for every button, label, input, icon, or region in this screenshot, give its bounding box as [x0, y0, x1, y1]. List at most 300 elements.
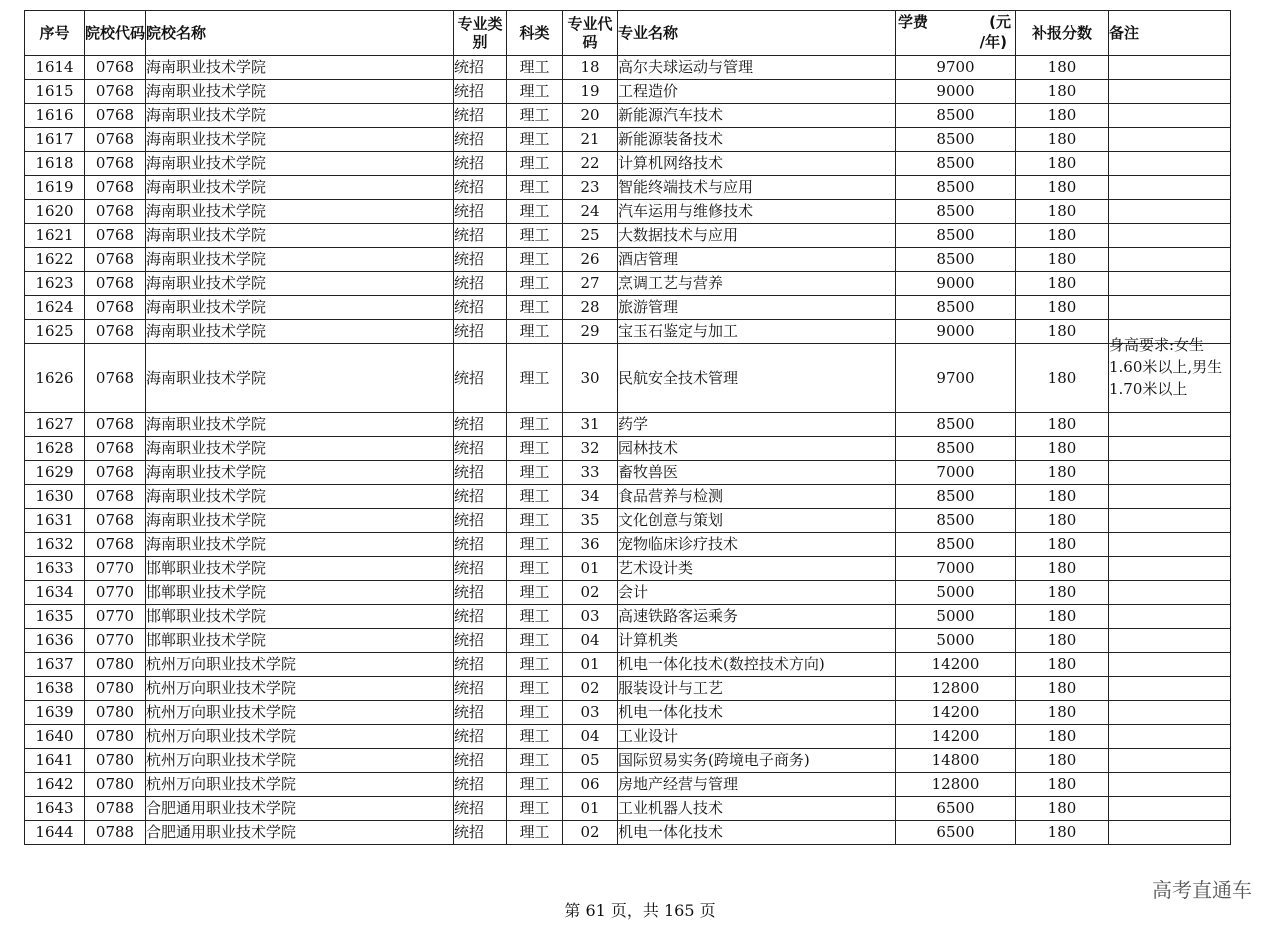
cell-school-name: 海南职业技术学院	[146, 200, 454, 224]
note-text: 身高要求:女生1.60米以上,男生1.70米以上	[1109, 336, 1223, 398]
watermark: 高考直通车	[1152, 878, 1252, 902]
cell-major-category: 统招	[454, 485, 507, 509]
cell-score: 180	[1016, 773, 1109, 797]
cell-major-name: 会计	[618, 581, 896, 605]
table-row	[25, 485, 1231, 509]
cell-major-code: 01	[563, 797, 618, 821]
cell-subject: 理工	[507, 152, 563, 176]
cell-major-name: 酒店管理	[618, 248, 896, 272]
cell-major-code: 18	[563, 56, 618, 80]
cell-major-category: 统招	[454, 320, 507, 344]
cell-major-category: 统招	[454, 629, 507, 653]
cell-major-name: 畜牧兽医	[618, 461, 896, 485]
cell-subject: 理工	[507, 725, 563, 749]
table-row	[25, 272, 1231, 296]
table-row	[25, 533, 1231, 557]
cell-subject: 理工	[507, 581, 563, 605]
cell-subject: 理工	[507, 224, 563, 248]
cell-note	[1109, 80, 1231, 104]
cell-subject: 理工	[507, 605, 563, 629]
cell-school-name: 海南职业技术学院	[146, 344, 454, 413]
cell-school-code: 0770	[85, 605, 146, 629]
cell-major-category: 统招	[454, 533, 507, 557]
cell-major-name: 工业机器人技术	[618, 797, 896, 821]
cell-seq: 1632	[25, 533, 85, 557]
admissions-table	[24, 10, 1231, 845]
cell-major-code: 22	[563, 152, 618, 176]
cell-school-name: 杭州万向职业技术学院	[146, 701, 454, 725]
cell-major-name: 计算机网络技术	[618, 152, 896, 176]
cell-school-name: 邯郸职业技术学院	[146, 581, 454, 605]
cell-school-name: 海南职业技术学院	[146, 104, 454, 128]
cell-score: 180	[1016, 797, 1109, 821]
cell-note	[1109, 677, 1231, 701]
cell-seq: 1630	[25, 485, 85, 509]
cell-tuition: 9700	[896, 56, 1016, 80]
cell-major-code: 04	[563, 629, 618, 653]
cell-tuition: 8500	[896, 485, 1016, 509]
cell-subject: 理工	[507, 104, 563, 128]
table-row	[25, 224, 1231, 248]
cell-score: 180	[1016, 413, 1109, 437]
cell-seq: 1629	[25, 461, 85, 485]
cell-note	[1109, 128, 1231, 152]
cell-note	[1109, 701, 1231, 725]
cell-major-name: 宠物临床诊疗技术	[618, 533, 896, 557]
cell-tuition: 8500	[896, 509, 1016, 533]
cell-note	[1109, 749, 1231, 773]
cell-subject: 理工	[507, 248, 563, 272]
cell-major-name: 汽车运用与维修技术	[618, 200, 896, 224]
table-row	[25, 749, 1231, 773]
cell-score: 180	[1016, 533, 1109, 557]
cell-seq: 1640	[25, 725, 85, 749]
cell-tuition: 8500	[896, 104, 1016, 128]
cell-tuition: 8500	[896, 224, 1016, 248]
cell-tuition: 8500	[896, 437, 1016, 461]
cell-note	[1109, 248, 1231, 272]
cell-major-category: 统招	[454, 272, 507, 296]
table-row	[25, 128, 1231, 152]
cell-score: 180	[1016, 581, 1109, 605]
cell-score: 180	[1016, 461, 1109, 485]
cell-score: 180	[1016, 80, 1109, 104]
cell-subject: 理工	[507, 200, 563, 224]
cell-score: 180	[1016, 176, 1109, 200]
cell-subject: 理工	[507, 653, 563, 677]
cell-school-code: 0768	[85, 104, 146, 128]
cell-major-code: 24	[563, 200, 618, 224]
cell-seq: 1626	[25, 344, 85, 413]
cell-school-code: 0768	[85, 461, 146, 485]
cell-note	[1109, 336, 1231, 413]
cell-major-category: 统招	[454, 80, 507, 104]
cell-major-name: 食品营养与检测	[618, 485, 896, 509]
cell-school-name: 杭州万向职业技术学院	[146, 749, 454, 773]
cell-score: 180	[1016, 104, 1109, 128]
cell-major-code: 20	[563, 104, 618, 128]
cell-major-category: 统招	[454, 461, 507, 485]
cell-tuition: 8500	[896, 200, 1016, 224]
table-row	[25, 605, 1231, 629]
cell-school-name: 海南职业技术学院	[146, 248, 454, 272]
cell-school-name: 海南职业技术学院	[146, 320, 454, 344]
cell-school-name: 海南职业技术学院	[146, 80, 454, 104]
cell-school-code: 0768	[85, 200, 146, 224]
cell-note	[1109, 104, 1231, 128]
cell-score: 180	[1016, 821, 1109, 845]
cell-major-category: 统招	[454, 248, 507, 272]
cell-subject: 理工	[507, 485, 563, 509]
cell-seq: 1631	[25, 509, 85, 533]
cell-subject: 理工	[507, 821, 563, 845]
cell-seq: 1643	[25, 797, 85, 821]
cell-school-code: 0768	[85, 485, 146, 509]
cell-school-code: 0780	[85, 773, 146, 797]
table-row	[25, 677, 1231, 701]
cell-school-code: 0780	[85, 749, 146, 773]
cell-school-code: 0768	[85, 128, 146, 152]
cell-note	[1109, 773, 1231, 797]
cell-major-name: 大数据技术与应用	[618, 224, 896, 248]
cell-school-name: 海南职业技术学院	[146, 437, 454, 461]
cell-major-code: 03	[563, 605, 618, 629]
table-row	[25, 725, 1231, 749]
cell-seq: 1614	[25, 56, 85, 80]
cell-school-code: 0770	[85, 581, 146, 605]
cell-school-name: 海南职业技术学院	[146, 296, 454, 320]
cell-subject: 理工	[507, 509, 563, 533]
cell-tuition: 8500	[896, 248, 1016, 272]
cell-tuition: 14200	[896, 701, 1016, 725]
cell-major-code: 04	[563, 725, 618, 749]
cell-seq: 1636	[25, 629, 85, 653]
cell-seq: 1633	[25, 557, 85, 581]
table-row	[25, 797, 1231, 821]
cell-tuition: 8500	[896, 176, 1016, 200]
page-footer: 第 61 页，共 165 页	[564, 901, 716, 920]
cell-major-code: 02	[563, 677, 618, 701]
cell-major-code: 19	[563, 80, 618, 104]
cell-major-code: 28	[563, 296, 618, 320]
cell-score: 180	[1016, 629, 1109, 653]
cell-seq: 1627	[25, 413, 85, 437]
cell-school-name: 海南职业技术学院	[146, 272, 454, 296]
cell-school-code: 0780	[85, 725, 146, 749]
cell-major-category: 统招	[454, 104, 507, 128]
cell-subject: 理工	[507, 413, 563, 437]
cell-tuition: 8500	[896, 413, 1016, 437]
cell-subject: 理工	[507, 797, 563, 821]
cell-major-category: 统招	[454, 581, 507, 605]
cell-seq: 1624	[25, 296, 85, 320]
table-row	[25, 248, 1231, 272]
cell-major-code: 34	[563, 485, 618, 509]
cell-major-code: 02	[563, 821, 618, 845]
table-row	[25, 629, 1231, 653]
cell-school-code: 0768	[85, 344, 146, 413]
cell-school-code: 0768	[85, 248, 146, 272]
cell-major-name: 新能源装备技术	[618, 128, 896, 152]
cell-seq: 1622	[25, 248, 85, 272]
header-seq: 序号	[25, 11, 85, 56]
cell-seq: 1615	[25, 80, 85, 104]
cell-tuition: 9700	[896, 344, 1016, 413]
cell-subject: 理工	[507, 56, 563, 80]
cell-tuition: 9000	[896, 320, 1016, 344]
cell-score: 180	[1016, 56, 1109, 80]
cell-school-code: 0768	[85, 224, 146, 248]
cell-major-name: 艺术设计类	[618, 557, 896, 581]
cell-school-code: 0768	[85, 509, 146, 533]
cell-note	[1109, 176, 1231, 200]
cell-school-code: 0780	[85, 677, 146, 701]
cell-school-name: 海南职业技术学院	[146, 128, 454, 152]
cell-tuition: 9000	[896, 272, 1016, 296]
cell-score: 180	[1016, 725, 1109, 749]
header-subject: 科类	[507, 11, 563, 56]
cell-school-name: 邯郸职业技术学院	[146, 629, 454, 653]
cell-major-name: 烹调工艺与营养	[618, 272, 896, 296]
cell-subject: 理工	[507, 80, 563, 104]
cell-score: 180	[1016, 437, 1109, 461]
cell-tuition: 14800	[896, 749, 1016, 773]
cell-school-name: 海南职业技术学院	[146, 509, 454, 533]
cell-score: 180	[1016, 224, 1109, 248]
cell-subject: 理工	[507, 677, 563, 701]
cell-major-code: 06	[563, 773, 618, 797]
cell-major-category: 统招	[454, 128, 507, 152]
table-row	[25, 557, 1231, 581]
cell-school-name: 杭州万向职业技术学院	[146, 773, 454, 797]
cell-major-category: 统招	[454, 56, 507, 80]
cell-subject: 理工	[507, 701, 563, 725]
cell-major-name: 民航安全技术管理	[618, 344, 896, 413]
cell-major-code: 23	[563, 176, 618, 200]
table-row	[25, 773, 1231, 797]
cell-school-code: 0780	[85, 701, 146, 725]
cell-major-name: 新能源汽车技术	[618, 104, 896, 128]
cell-seq: 1628	[25, 437, 85, 461]
cell-school-name: 合肥通用职业技术学院	[146, 821, 454, 845]
cell-note	[1109, 797, 1231, 821]
cell-score: 180	[1016, 701, 1109, 725]
header-tuition-word: 学费	[898, 13, 929, 31]
cell-major-code: 35	[563, 509, 618, 533]
cell-seq: 1644	[25, 821, 85, 845]
cell-score: 180	[1016, 200, 1109, 224]
cell-tuition: 7000	[896, 461, 1016, 485]
cell-subject: 理工	[507, 176, 563, 200]
cell-major-category: 统招	[454, 344, 507, 413]
cell-major-name: 计算机类	[618, 629, 896, 653]
cell-major-category: 统招	[454, 653, 507, 677]
cell-major-code: 32	[563, 437, 618, 461]
cell-subject: 理工	[507, 533, 563, 557]
header-major-code: 专业代码	[563, 11, 618, 56]
cell-subject: 理工	[507, 128, 563, 152]
cell-seq: 1634	[25, 581, 85, 605]
cell-tuition: 8500	[896, 128, 1016, 152]
cell-school-name: 海南职业技术学院	[146, 413, 454, 437]
cell-major-category: 统招	[454, 224, 507, 248]
cell-school-name: 海南职业技术学院	[146, 461, 454, 485]
cell-note	[1109, 629, 1231, 653]
cell-major-code: 33	[563, 461, 618, 485]
cell-major-name: 房地产经营与管理	[618, 773, 896, 797]
table-row	[25, 152, 1231, 176]
cell-major-category: 统招	[454, 557, 507, 581]
cell-major-category: 统招	[454, 413, 507, 437]
cell-major-name: 高尔夫球运动与管理	[618, 56, 896, 80]
cell-subject: 理工	[507, 437, 563, 461]
cell-subject: 理工	[507, 272, 563, 296]
cell-note	[1109, 485, 1231, 509]
table-row	[25, 413, 1231, 437]
cell-tuition: 5000	[896, 581, 1016, 605]
cell-score: 180	[1016, 557, 1109, 581]
cell-major-name: 机电一体化技术	[618, 701, 896, 725]
cell-school-name: 邯郸职业技术学院	[146, 557, 454, 581]
cell-school-code: 0770	[85, 629, 146, 653]
cell-major-category: 统招	[454, 725, 507, 749]
cell-note	[1109, 437, 1231, 461]
cell-major-category: 统招	[454, 437, 507, 461]
cell-major-name: 机电一体化技术(数控技术方向)	[618, 653, 896, 677]
cell-major-name: 工程造价	[618, 80, 896, 104]
cell-seq: 1617	[25, 128, 85, 152]
cell-tuition: 9000	[896, 80, 1016, 104]
cell-major-code: 21	[563, 128, 618, 152]
cell-tuition: 6500	[896, 797, 1016, 821]
cell-note	[1109, 461, 1231, 485]
cell-major-category: 统招	[454, 773, 507, 797]
cell-tuition: 5000	[896, 629, 1016, 653]
header-school-name: 院校名称	[146, 11, 454, 56]
cell-note	[1109, 725, 1231, 749]
cell-seq: 1623	[25, 272, 85, 296]
header-score: 补报分数	[1016, 11, 1109, 56]
cell-school-code: 0770	[85, 557, 146, 581]
header-major-category: 专业类别	[454, 11, 507, 56]
cell-school-code: 0768	[85, 320, 146, 344]
header-school-code: 院校代码	[85, 11, 146, 56]
cell-school-name: 合肥通用职业技术学院	[146, 797, 454, 821]
cell-score: 180	[1016, 152, 1109, 176]
cell-major-category: 统招	[454, 296, 507, 320]
cell-tuition: 14200	[896, 653, 1016, 677]
cell-school-code: 0768	[85, 437, 146, 461]
cell-seq: 1637	[25, 653, 85, 677]
cell-tuition: 5000	[896, 605, 1016, 629]
cell-tuition: 14200	[896, 725, 1016, 749]
table-row	[25, 80, 1231, 104]
cell-score: 180	[1016, 248, 1109, 272]
cell-note	[1109, 605, 1231, 629]
header-tuition	[896, 11, 1016, 56]
header-tuition-unit-a: (元	[989, 13, 1011, 31]
cell-school-code: 0788	[85, 797, 146, 821]
cell-major-code: 05	[563, 749, 618, 773]
cell-score: 180	[1016, 344, 1109, 413]
cell-major-name: 文化创意与策划	[618, 509, 896, 533]
cell-score: 180	[1016, 605, 1109, 629]
cell-major-name: 工业设计	[618, 725, 896, 749]
cell-note	[1109, 296, 1231, 320]
cell-major-code: 02	[563, 581, 618, 605]
header-note: 备注	[1109, 11, 1231, 56]
cell-score: 180	[1016, 485, 1109, 509]
cell-school-code: 0768	[85, 272, 146, 296]
header-tuition-unit-b: /年)	[979, 33, 1007, 51]
cell-subject: 理工	[507, 296, 563, 320]
table-row	[25, 821, 1231, 845]
cell-school-name: 杭州万向职业技术学院	[146, 725, 454, 749]
cell-subject: 理工	[507, 773, 563, 797]
cell-score: 180	[1016, 749, 1109, 773]
cell-school-name: 海南职业技术学院	[146, 56, 454, 80]
cell-school-code: 0768	[85, 176, 146, 200]
table-row	[25, 200, 1231, 224]
cell-subject: 理工	[507, 629, 563, 653]
cell-seq: 1618	[25, 152, 85, 176]
table-row	[25, 104, 1231, 128]
cell-note	[1109, 653, 1231, 677]
cell-subject: 理工	[507, 461, 563, 485]
cell-school-name: 杭州万向职业技术学院	[146, 653, 454, 677]
cell-note	[1109, 272, 1231, 296]
cell-note	[1109, 56, 1231, 80]
cell-seq: 1635	[25, 605, 85, 629]
cell-school-code: 0780	[85, 653, 146, 677]
cell-score: 180	[1016, 509, 1109, 533]
cell-seq: 1638	[25, 677, 85, 701]
cell-school-name: 海南职业技术学院	[146, 533, 454, 557]
cell-major-name: 宝玉石鉴定与加工	[618, 320, 896, 344]
cell-tuition: 8500	[896, 296, 1016, 320]
table-row	[25, 176, 1231, 200]
cell-school-name: 邯郸职业技术学院	[146, 605, 454, 629]
cell-school-code: 0788	[85, 821, 146, 845]
cell-score: 180	[1016, 320, 1109, 344]
cell-major-name: 旅游管理	[618, 296, 896, 320]
cell-major-name: 高速铁路客运乘务	[618, 605, 896, 629]
cell-tuition: 8500	[896, 152, 1016, 176]
table-row	[25, 509, 1231, 533]
cell-note	[1109, 224, 1231, 248]
cell-seq: 1641	[25, 749, 85, 773]
cell-note	[1109, 533, 1231, 557]
cell-school-code: 0768	[85, 56, 146, 80]
cell-major-name: 机电一体化技术	[618, 821, 896, 845]
cell-tuition: 8500	[896, 533, 1016, 557]
cell-major-name: 园林技术	[618, 437, 896, 461]
cell-school-name: 海南职业技术学院	[146, 485, 454, 509]
cell-major-code: 25	[563, 224, 618, 248]
cell-major-code: 01	[563, 653, 618, 677]
cell-major-category: 统招	[454, 509, 507, 533]
cell-score: 180	[1016, 677, 1109, 701]
table-row	[25, 296, 1231, 320]
table-row	[25, 344, 1231, 413]
table-row	[25, 56, 1231, 80]
cell-school-code: 0768	[85, 413, 146, 437]
cell-major-code: 27	[563, 272, 618, 296]
cell-tuition: 7000	[896, 557, 1016, 581]
cell-major-category: 统招	[454, 701, 507, 725]
cell-subject: 理工	[507, 344, 563, 413]
cell-major-category: 统招	[454, 749, 507, 773]
